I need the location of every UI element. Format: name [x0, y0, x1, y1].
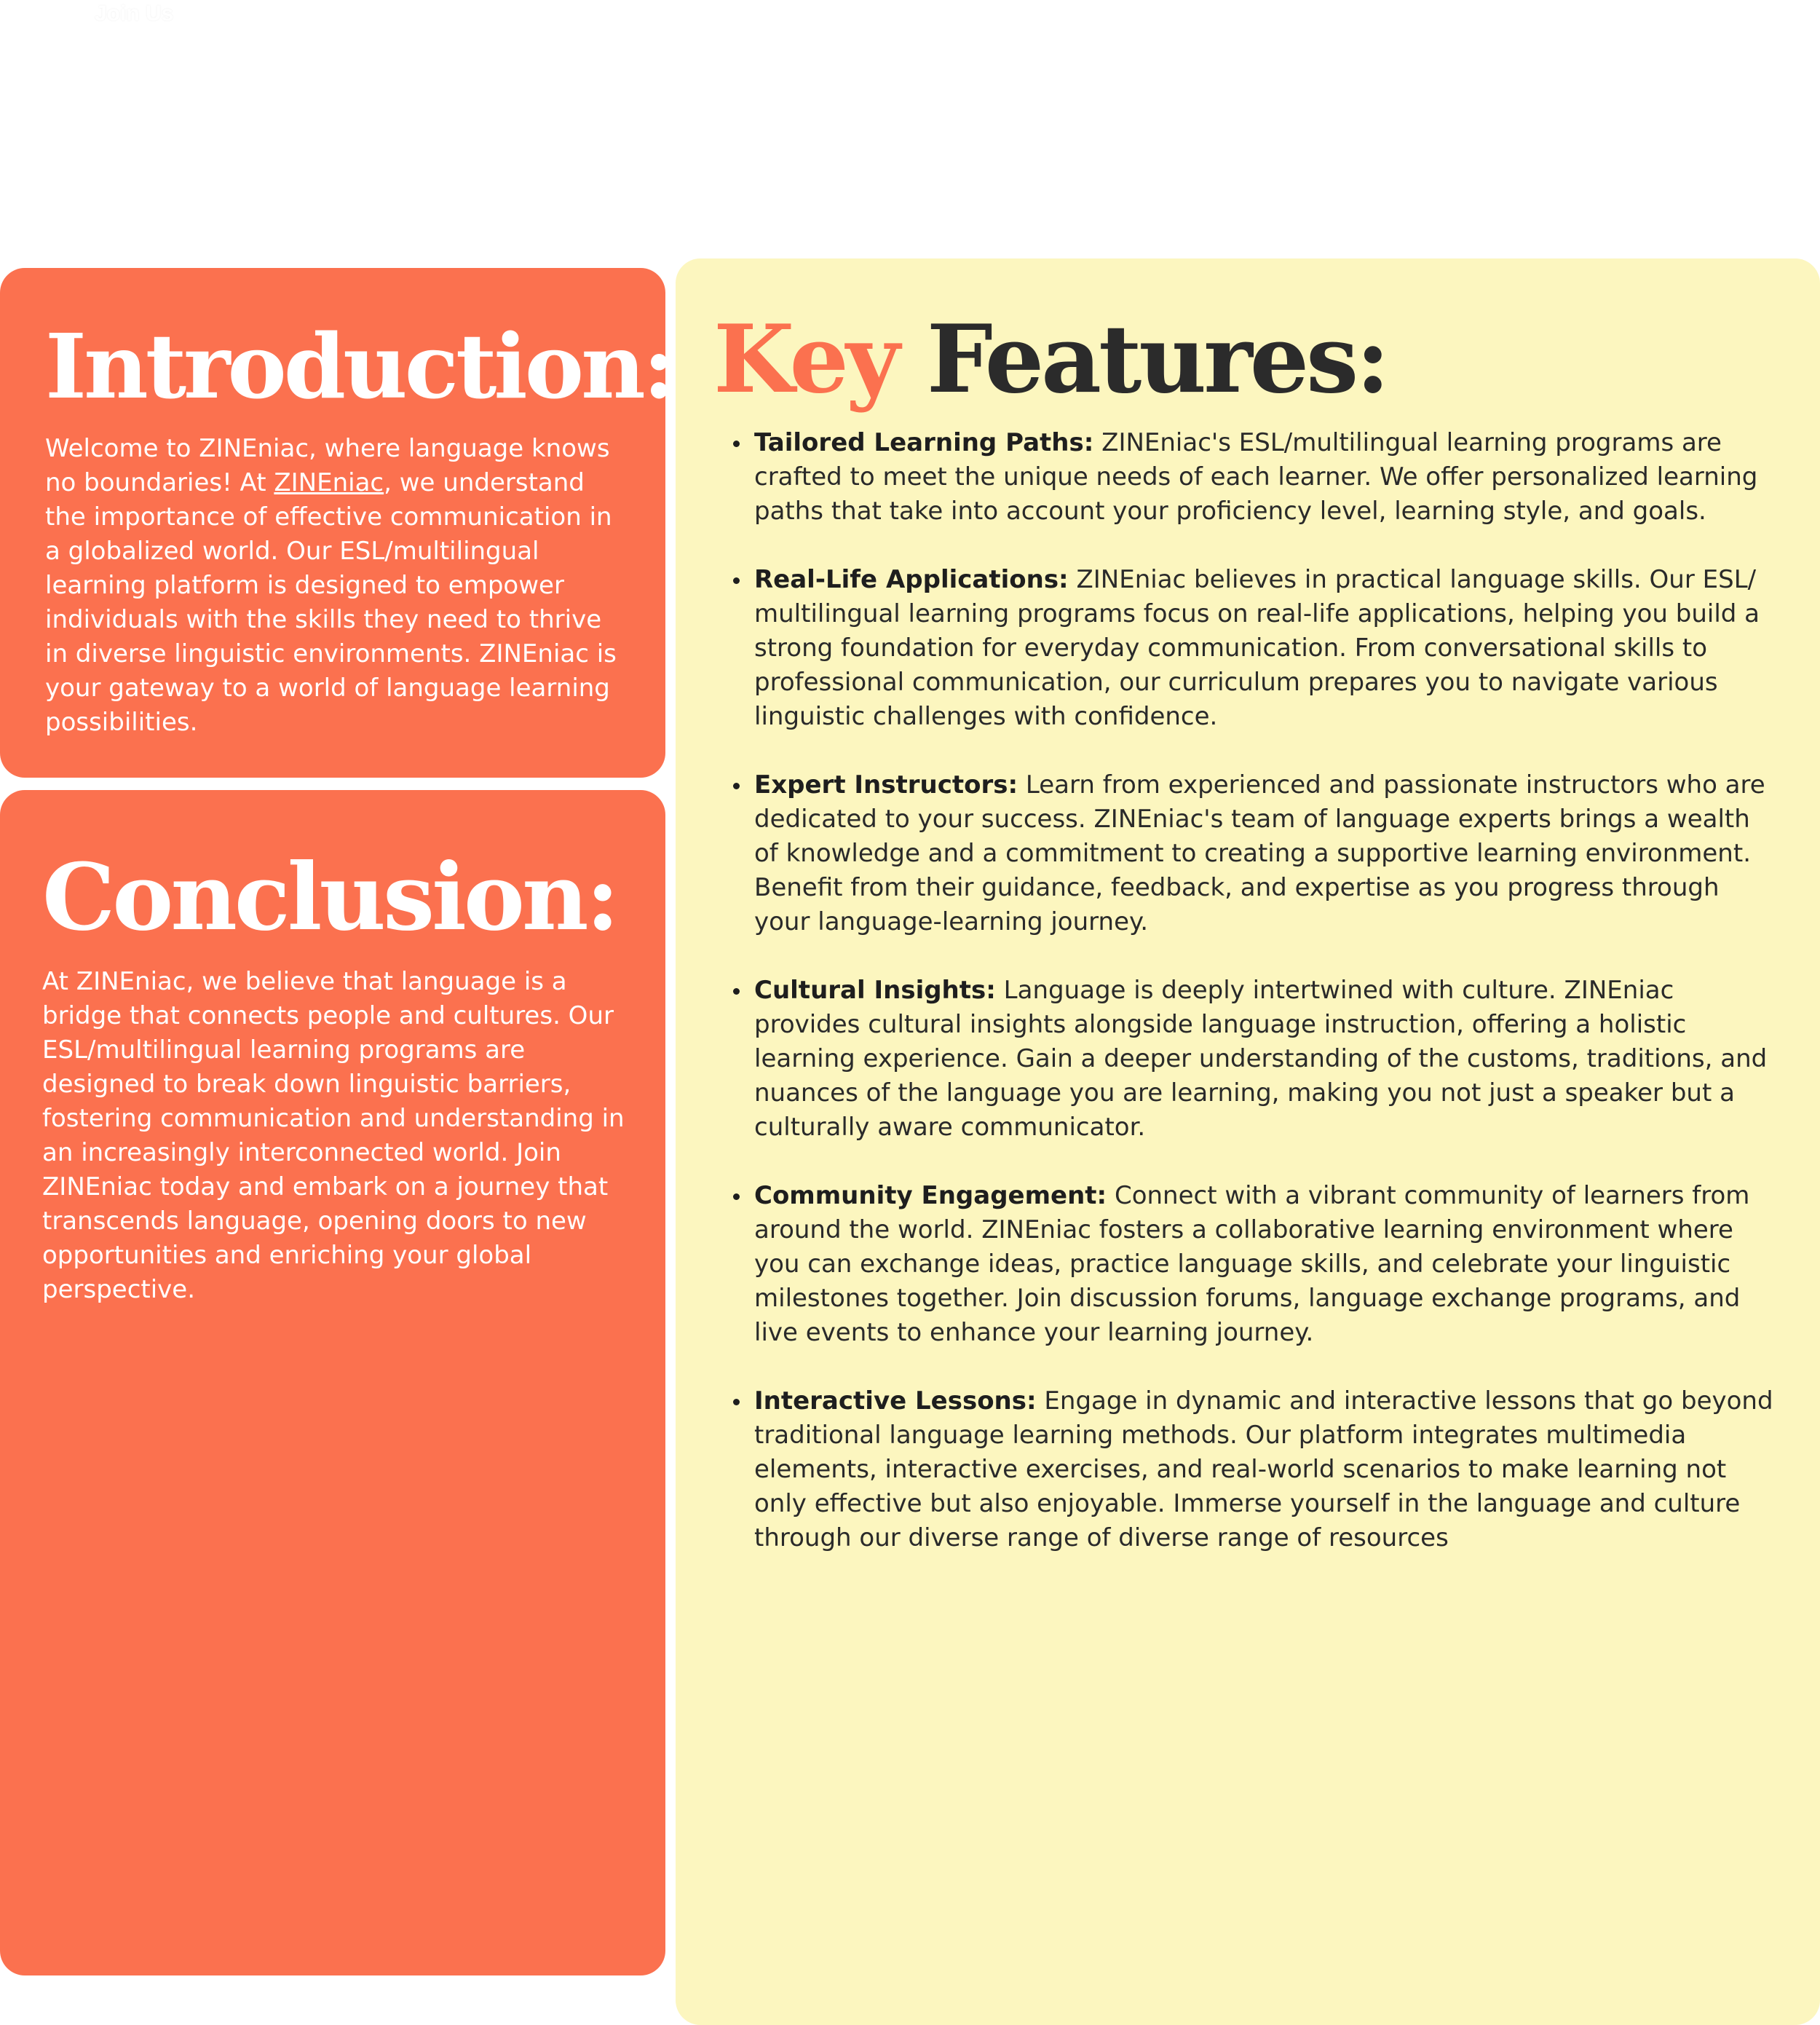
feature-description: ZINEniac believes in practical language skills. Our ESL/ multilingual learning programs focus on real-life applications, helping you build a strong foundation for everyday communication. From conversational skills to professional communication, our curriculum prepares you to navigate various linguistic challenges with confidence.: [754, 565, 1760, 731]
feature-title: Cultural Insights:: [754, 976, 996, 1005]
feature-description: Connect with a vibrant community of learners from around the world. ZINEniac fosters a collaborative learning environment where you can exchange ideas, practice language skills, and celebrate your linguistic milestones together. Join discussion forums, language exchange programs, and live events to enhance your learning journey.: [754, 1181, 1750, 1347]
feature-title: Expert Instructors:: [754, 770, 1018, 800]
introduction-text-start: Welcome to ZINEniac, where language knows no boundaries! At: [45, 434, 610, 497]
feature-title: Interactive Lessons:: [754, 1386, 1037, 1416]
feature-title: Real-Life Applications:: [754, 565, 1069, 594]
key-features-card: [676, 258, 1820, 2025]
features-list: [719, 426, 1773, 1590]
conclusion-heading: Conclusion:: [42, 843, 617, 951]
feature-description: ZINEniac's ESL/multilingual learning programs are crafted to meet the unique needs of each learner. We offer personalized learning paths that take into account your proficiency level, learning style, and goals.: [754, 428, 1758, 526]
feature-item: [754, 563, 1773, 734]
feature-item: [754, 768, 1773, 939]
introduction-heading: Introduction:: [45, 314, 673, 419]
feature-description: Engage in dynamic and interactive lessons that go beyond traditional language learning methods. Our platform integrates multimedia elements, interactive exercises, and real-world scenarios to make learning not only effective but also enjoyable. Immerse yourself in the language and culture through our diverse range of diverse range of resources: [754, 1386, 1773, 1552]
feature-title: Community Engagement:: [754, 1181, 1107, 1210]
introduction-text: [45, 432, 628, 740]
key-features-heading: [713, 305, 1388, 414]
nav-join-us-link[interactable]: Join Us: [95, 1, 174, 25]
introduction-text-end: , we understand the importance of effective communication in a globalized world. Our ESL/multilingual learning platform is designed to empower individuals with the skills they need to thrive in diverse linguistic environments. ZINEniac is your gateway to a world of language learning possibilities.: [45, 468, 617, 737]
feature-title: Tailored Learning Paths:: [754, 428, 1094, 457]
feature-description: Learn from experienced and passionate instructors who are dedicated to your success. ZINEniac's team of language experts brings a wealth of knowledge and a commitment to creating a supportive learning environment. Benefit from their guidance, feedback, and expertise as you progress through your language-learning journey.: [754, 770, 1765, 936]
feature-description: Language is deeply intertwined with culture. ZINEniac provides cultural insights alongside language instruction, offering a holistic learning experience. Gain a deeper understanding of the customs, traditions, and nuances of the language you are learning, making you not just a speaker but a culturally aware communicator.: [754, 976, 1768, 1142]
feature-item: [754, 426, 1773, 529]
key-features-heading-accent: Key: [713, 305, 898, 414]
introduction-card: [0, 268, 673, 778]
conclusion-card: [0, 790, 665, 1975]
feature-item: [754, 974, 1773, 1145]
key-features-heading-rest: Features:: [897, 305, 1388, 414]
conclusion-text: At ZINEniac, we believe that language is a bridge that connects people and cultures. Our ESL/multilingual learning programs are designed to break down linguistic barriers, fostering communication and understanding in an increasingly interconnected world. Join ZINEniac today and embark on a journey that transcends language, opening doors to new opportunities and enriching your global perspective.: [42, 967, 625, 1304]
feature-item: [754, 1179, 1773, 1350]
feature-item: [754, 1384, 1773, 1555]
zineniac-link[interactable]: ZINEniac: [274, 468, 384, 497]
